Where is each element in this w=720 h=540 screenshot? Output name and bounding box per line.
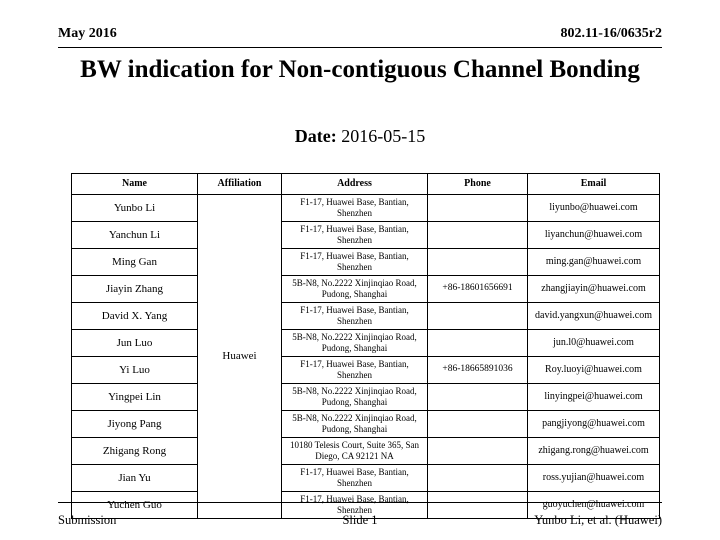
cell-address: F1-17, Huawei Base, Bantian, Shenzhen	[282, 303, 428, 330]
cell-affiliation: Huawei	[198, 195, 282, 519]
cell-phone	[428, 411, 528, 438]
date-label: Date:	[294, 126, 337, 146]
cell-email: guoyuchen@huawei.com	[528, 492, 660, 519]
cell-phone: +86-18665891036	[428, 357, 528, 384]
cell-phone	[428, 222, 528, 249]
slide-footer	[58, 513, 662, 528]
cell-email: zhigang.rong@huawei.com	[528, 438, 660, 465]
cell-name: Ming Gan	[72, 249, 198, 276]
cell-name: Yanchun Li	[72, 222, 198, 249]
cell-phone	[428, 195, 528, 222]
cell-name: Yunbo Li	[72, 195, 198, 222]
header-date: May 2016	[58, 26, 117, 41]
column-header-email: Email	[528, 174, 660, 195]
cell-email: Roy.luoyi@huawei.com	[528, 357, 660, 384]
cell-email: linyingpei@huawei.com	[528, 384, 660, 411]
cell-email: ming.gan@huawei.com	[528, 249, 660, 276]
table-row	[72, 411, 660, 438]
cell-address: 5B-N8, No.2222 Xinjinqiao Road, Pudong, Shanghai	[282, 411, 428, 438]
cell-address: 5B-N8, No.2222 Xinjinqiao Road, Pudong, Shanghai	[282, 330, 428, 357]
cell-name: Jun Luo	[72, 330, 198, 357]
table-row	[72, 465, 660, 492]
cell-name: Jian Yu	[72, 465, 198, 492]
cell-phone	[428, 249, 528, 276]
table-header-row	[72, 174, 660, 195]
header-divider	[58, 47, 662, 48]
date-line	[58, 126, 662, 147]
date-value: 2016-05-15	[341, 126, 426, 146]
cell-address: F1-17, Huawei Base, Bantian, Shenzhen	[282, 195, 428, 222]
table-row	[72, 249, 660, 276]
table-row	[72, 303, 660, 330]
footer-authors: Yunbo Li, et al. (Huawei)	[534, 513, 662, 527]
cell-address: 5B-N8, No.2222 Xinjinqiao Road, Pudong, Shanghai	[282, 384, 428, 411]
cell-email: david.yangxun@huawei.com	[528, 303, 660, 330]
column-header-name: Name	[72, 174, 198, 195]
cell-address: 5B-N8, No.2222 Xinjinqiao Road, Pudong, Shanghai	[282, 276, 428, 303]
cell-name: Zhigang Rong	[72, 438, 198, 465]
header-doc-number: 802.11-16/0635r2	[560, 26, 662, 41]
cell-phone: +86-18601656691	[428, 276, 528, 303]
cell-address: F1-17, Huawei Base, Bantian, Shenzhen	[282, 249, 428, 276]
cell-address: F1-17, Huawei Base, Bantian, Shenzhen	[282, 357, 428, 384]
cell-phone	[428, 465, 528, 492]
column-header-address: Address	[282, 174, 428, 195]
slide-number: Slide 1	[342, 513, 378, 527]
cell-email: zhangjiayin@huawei.com	[528, 276, 660, 303]
cell-email: jun.l0@huawei.com	[528, 330, 660, 357]
cell-address: F1-17, Huawei Base, Bantian, Shenzhen	[282, 465, 428, 492]
table-row	[72, 276, 660, 303]
table-row	[72, 357, 660, 384]
cell-email: ross.yujian@huawei.com	[528, 465, 660, 492]
table-row	[72, 384, 660, 411]
column-header-phone: Phone	[428, 174, 528, 195]
cell-name: David X. Yang	[72, 303, 198, 330]
authors-table-wrapper	[71, 173, 659, 519]
cell-email: pangjiyong@huawei.com	[528, 411, 660, 438]
cell-email: liyanchun@huawei.com	[528, 222, 660, 249]
table-row	[72, 222, 660, 249]
column-header-affiliation: Affiliation	[198, 174, 282, 195]
cell-address: F1-17, Huawei Base, Bantian, Shenzhen	[282, 492, 428, 519]
cell-name: Yuchen Guo	[72, 492, 198, 519]
table-row	[72, 195, 660, 222]
cell-address: F1-17, Huawei Base, Bantian, Shenzhen	[282, 222, 428, 249]
page-title: BW indication for Non-contiguous Channel Bonding	[80, 56, 640, 83]
authors-table	[71, 173, 660, 519]
cell-phone	[428, 438, 528, 465]
table-row	[72, 438, 660, 465]
footer-submission-label: Submission	[58, 513, 117, 527]
cell-phone	[428, 384, 528, 411]
footer-divider	[58, 502, 662, 503]
cell-address: 10180 Telesis Court, Suite 365, San Diego, CA 92121 NA	[282, 438, 428, 465]
cell-phone	[428, 303, 528, 330]
table-row	[72, 330, 660, 357]
cell-email: liyunbo@huawei.com	[528, 195, 660, 222]
cell-name: Jiayin Zhang	[72, 276, 198, 303]
cell-phone	[428, 330, 528, 357]
cell-name: Yingpei Lin	[72, 384, 198, 411]
slide-header	[58, 26, 662, 42]
cell-name: Yi Luo	[72, 357, 198, 384]
cell-name: Jiyong Pang	[72, 411, 198, 438]
